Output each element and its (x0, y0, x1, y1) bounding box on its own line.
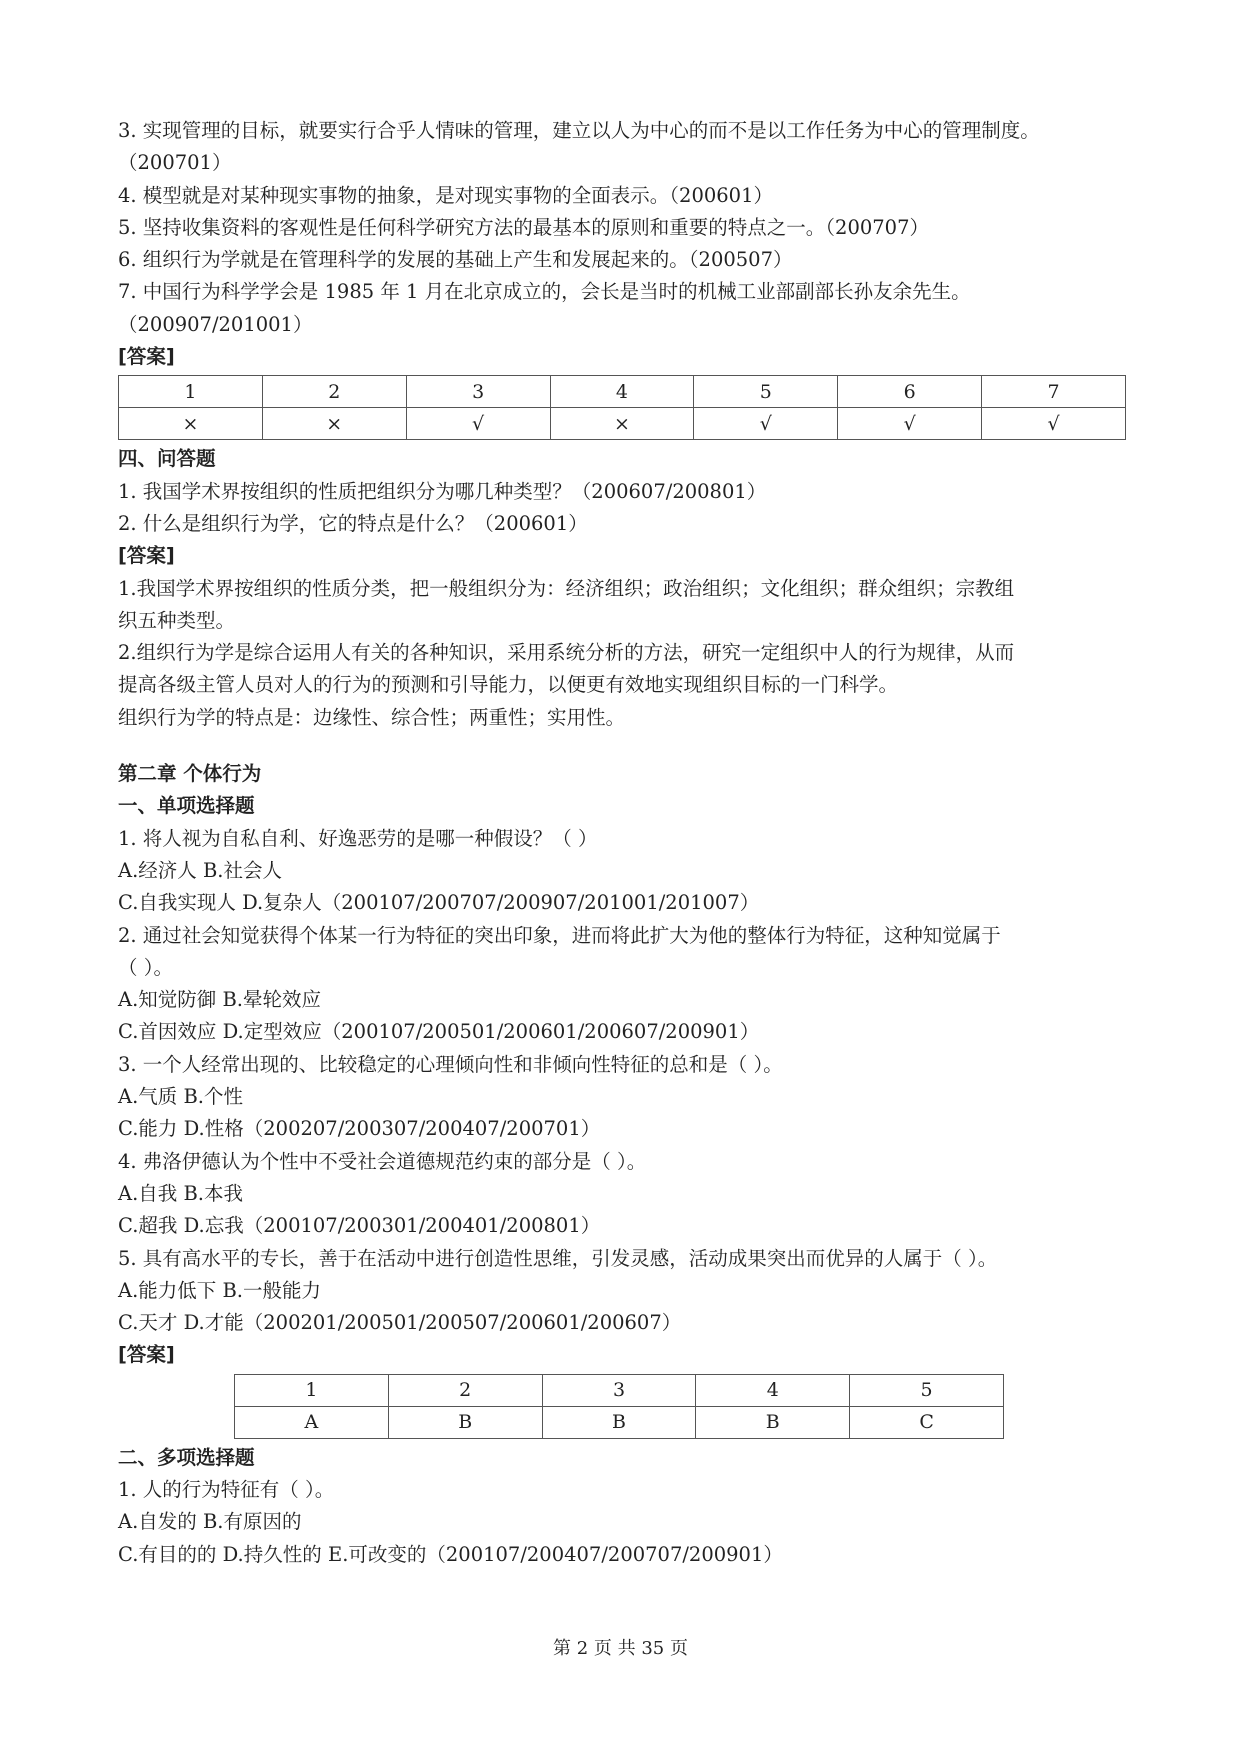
table-cell: 3 (542, 1374, 696, 1406)
answer-line: 组织行为学的特点是：边缘性、综合性；两重性；实用性。 (118, 705, 626, 729)
question-line: 2. 什么是组织行为学，它的特点是什么？（200601） (118, 511, 588, 535)
table-cell: A (235, 1406, 389, 1438)
table-cell: × (262, 408, 406, 440)
table-cell: B (696, 1406, 850, 1438)
section-heading: 四、问答题 (118, 447, 216, 471)
table-cell: √ (694, 408, 838, 440)
question-line: 1. 将人视为自私自利、好逸恶劳的是哪一种假设？（ ） (118, 826, 598, 850)
option-line: A.经济人 B.社会人 (118, 858, 283, 882)
option-line: A.自发的 B.有原因的 (118, 1510, 302, 1534)
table-cell: 5 (694, 376, 838, 408)
table-cell: 7 (982, 376, 1126, 408)
answer-line: 提高各级主管人员对人的行为的预测和引导能力，以便更有效地实现组织目标的一门科学。 (118, 673, 899, 697)
answer-label: [答案] (118, 1343, 175, 1367)
answer-line: 织五种类型。 (118, 608, 236, 632)
table-cell: √ (982, 408, 1126, 440)
table-row (119, 408, 1126, 440)
table-cell: × (119, 408, 263, 440)
question-line: 1. 我国学术界按组织的性质把组织分为哪几种类型？（200607/200801） (118, 479, 767, 503)
judge-line: 6. 组织行为学就是在管理科学的发展的基础上产生和发展起来的。（200507） (118, 248, 793, 272)
table-cell: √ (838, 408, 982, 440)
judge-line: （200701） (118, 151, 232, 175)
table-row (235, 1406, 1004, 1438)
table-cell: × (550, 408, 694, 440)
option-line: C.超我 D.忘我（200107/200301/200401/200801） (118, 1214, 601, 1238)
question-line: 5. 具有高水平的专长，善于在活动中进行创造性思维，引发灵感，活动成果突出而优异的人属于（ ）。 (118, 1246, 998, 1270)
table-cell: B (542, 1406, 696, 1438)
question-line: （ ）。 (118, 955, 173, 979)
option-line: C.天才 D.才能（200201/200501/200507/200601/200607） (118, 1311, 682, 1335)
answer-line: 2.组织行为学是综合运用人有关的各种知识，采用系统分析的方法，研究一定组织中人的行为规律，从而 (118, 641, 1015, 665)
question-line: 4. 弗洛伊德认为个性中不受社会道德规范约束的部分是（ ）。 (118, 1149, 647, 1173)
option-line: A.知觉防御 B.晕轮效应 (118, 988, 322, 1012)
section-heading: 二、多项选择题 (118, 1445, 255, 1469)
option-line: A.自我 B.本我 (118, 1181, 244, 1205)
table-cell: 2 (388, 1374, 542, 1406)
option-line: A.气质 B.个性 (118, 1085, 244, 1109)
table-cell: 5 (850, 1374, 1004, 1406)
table-cell: 1 (235, 1374, 389, 1406)
section-heading: 一、单项选择题 (118, 794, 255, 818)
question-line: 2. 通过社会知觉获得个体某一行为特征的突出印象，进而将此扩大为他的整体行为特征，这种知觉属于 (118, 923, 1001, 947)
table-cell: √ (406, 408, 550, 440)
option-line: C.自我实现人 D.复杂人（200107/200707/200907/201001/201007） (118, 891, 760, 915)
answer-label: [答案] (118, 544, 175, 568)
table-cell: 6 (838, 376, 982, 408)
table-cell: 1 (119, 376, 263, 408)
judge-line: 4. 模型就是对某种现实事物的抽象，是对现实事物的全面表示。（200601） (118, 183, 773, 207)
table-cell: 4 (550, 376, 694, 408)
option-line: A.能力低下 B.一般能力 (118, 1278, 322, 1302)
judge-line: 7. 中国行为科学学会是 1985 年 1 月在北京成立的，会长是当时的机械工业部副部长孙友余先生。 (118, 280, 971, 304)
judge-line: （200907/201001） (118, 312, 313, 336)
answer-table-judge (118, 375, 1126, 440)
table-row (119, 376, 1126, 408)
judge-list (118, 115, 1138, 341)
judge-line: 5. 坚持收集资料的客观性是任何科学研究方法的最基本的原则和重要的特点之一。（200707） (118, 215, 929, 239)
option-line: C.首因效应 D.定型效应（200107/200501/200601/200607/200901） (118, 1020, 760, 1044)
answer-line: 1.我国学术界按组织的性质分类，把一般组织分为：经济组织；政治组织；文化组织；群众组织；宗教组 (118, 576, 1015, 600)
table-cell: 2 (262, 376, 406, 408)
question-line: 1. 人的行为特征有（ ）。 (118, 1477, 335, 1501)
option-line: C.有目的的 D.持久性的 E.可改变的（200107/200407/200707/200901） (118, 1542, 783, 1566)
table-cell: C (850, 1406, 1004, 1438)
page-footer: 第 2 页 共 35 页 (553, 1638, 688, 1659)
answer-label: [答案] (118, 345, 175, 369)
table-cell: 3 (406, 376, 550, 408)
table-row (235, 1374, 1004, 1406)
table-cell: B (388, 1406, 542, 1438)
chapter-title: 第二章 个体行为 (118, 762, 262, 786)
question-line: 3. 一个人经常出现的、比较稳定的心理倾向性和非倾向性特征的总和是（ ）。 (118, 1052, 783, 1076)
judge-line: 3. 实现管理的目标，就要实行合乎人情味的管理，建立以人为中心的而不是以工作任务为中心的管理制度。 (118, 119, 1040, 142)
document-page (118, 115, 1138, 1571)
option-line: C.能力 D.性格（200207/200307/200407/200701） (118, 1117, 601, 1141)
answer-table-single (234, 1374, 1004, 1439)
table-cell: 4 (696, 1374, 850, 1406)
